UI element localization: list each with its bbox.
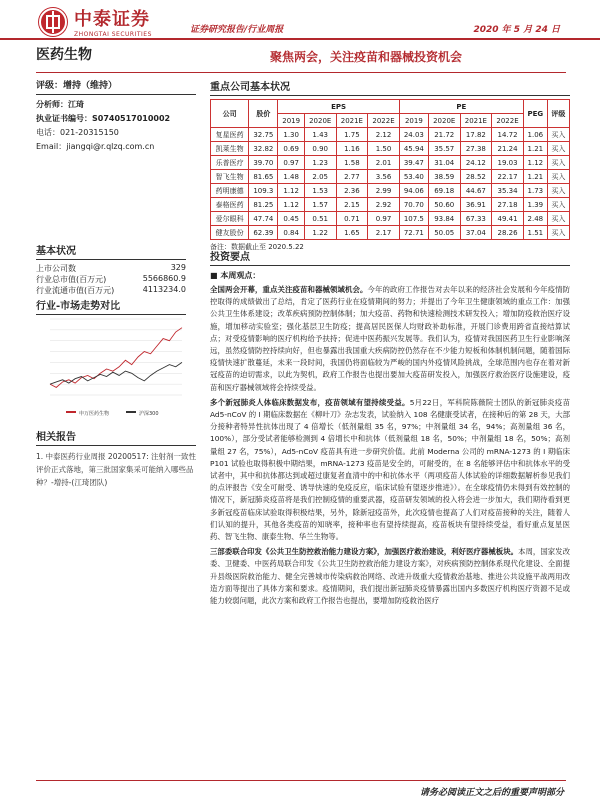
th-year: 2021E bbox=[460, 114, 492, 128]
value-cell: 37.04 bbox=[460, 226, 492, 240]
value-cell: 0.71 bbox=[336, 212, 368, 226]
value-cell: 2.92 bbox=[368, 198, 400, 212]
sidebar bbox=[36, 78, 196, 155]
basic-title: 基本状况 bbox=[36, 246, 76, 257]
value-cell: 2.15 bbox=[336, 198, 368, 212]
value-cell: 31.04 bbox=[428, 156, 460, 170]
value-cell: 109.3 bbox=[249, 184, 278, 198]
value-cell: 买入 bbox=[547, 170, 569, 184]
basic-info bbox=[36, 242, 186, 296]
company-cell: 复星医药 bbox=[211, 128, 249, 142]
companies-table bbox=[210, 99, 570, 240]
value-cell: 1.21 bbox=[523, 170, 547, 184]
title-rule bbox=[36, 72, 566, 73]
value-cell: 35.34 bbox=[492, 184, 524, 198]
value-cell: 50.05 bbox=[428, 226, 460, 240]
value-cell: 32.75 bbox=[249, 128, 278, 142]
value-cell: 1.58 bbox=[336, 156, 368, 170]
table-row bbox=[211, 170, 570, 184]
table-row bbox=[211, 198, 570, 212]
value-cell: 1.73 bbox=[523, 184, 547, 198]
related-reports bbox=[36, 428, 196, 489]
value-cell: 32.82 bbox=[249, 142, 278, 156]
value-cell: 0.97 bbox=[278, 156, 305, 170]
analyst: 分析师：江琦 bbox=[36, 100, 84, 109]
value-cell: 28.52 bbox=[460, 170, 492, 184]
industry-name: 医药生物 bbox=[36, 47, 92, 63]
company-cell: 药明康德 bbox=[211, 184, 249, 198]
value-cell: 72.71 bbox=[399, 226, 428, 240]
value-cell: 0.51 bbox=[304, 212, 336, 226]
value-cell: 1.75 bbox=[336, 128, 368, 142]
trend-title: 行业-市场走势对比 bbox=[36, 301, 121, 312]
value-cell: 买入 bbox=[547, 128, 569, 142]
trend-chart bbox=[36, 315, 186, 425]
investment-section bbox=[210, 248, 570, 607]
value-cell: 买入 bbox=[547, 226, 569, 240]
section-title: 投资要点 bbox=[210, 252, 250, 263]
table-row bbox=[211, 142, 570, 156]
value-cell: 1.50 bbox=[368, 142, 400, 156]
value-cell: 买入 bbox=[547, 212, 569, 226]
basic-row: 行业总市值(百万元) 5566860.9 bbox=[36, 274, 186, 284]
view-label: ■ 本周观点： bbox=[210, 271, 261, 280]
value-cell: 1.12 bbox=[523, 156, 547, 170]
th-year: 2019 bbox=[399, 114, 428, 128]
value-cell: 62.39 bbox=[249, 226, 278, 240]
value-cell: 1.43 bbox=[304, 128, 336, 142]
value-cell: 0.84 bbox=[278, 226, 305, 240]
paragraph-3: 三部委联合印发《公共卫生防控救治能力建设方案》，加强医疗救治建设，利好医疗器械板块。本周，国家发改委、卫健委、中医药局联合印发《公共卫生防控救治能力建设方案》，对疾病预防控制体系现代化建设、全面提升县级医院救治能力、健全完善城市传染病救治网络、改进升级重大疫情救治基地、推进公共设施平战两用改造方面等提出了具体方案和要求。疫情期间，我们提出新冠肺炎疫情暴露出国内多数医疗机构医疗资源不足或能力较弱问题，此次方案和政府工作报告也提出，要增加防疫救治医疗 bbox=[210, 547, 570, 606]
value-cell: 0.97 bbox=[368, 212, 400, 226]
value-cell: 28.26 bbox=[492, 226, 524, 240]
value-cell: 2.99 bbox=[368, 184, 400, 198]
value-cell: 19.03 bbox=[492, 156, 524, 170]
cert-number: 执业证书编号：S0740517010002 bbox=[36, 114, 171, 123]
company-cell: 泰格医药 bbox=[211, 198, 249, 212]
basic-row: 行业流通市值(百万元) 4113234.0 bbox=[36, 285, 186, 295]
company-cell: 乐普医疗 bbox=[211, 156, 249, 170]
value-cell: 81.25 bbox=[249, 198, 278, 212]
company-cell: 智飞生物 bbox=[211, 170, 249, 184]
legend-b: 沪深300 bbox=[139, 411, 159, 417]
value-cell: 2.05 bbox=[304, 170, 336, 184]
value-cell: 2.36 bbox=[336, 184, 368, 198]
value-cell: 44.67 bbox=[460, 184, 492, 198]
value-cell: 69.18 bbox=[428, 184, 460, 198]
th-peg: PEG bbox=[523, 100, 547, 128]
value-cell: 45.94 bbox=[399, 142, 428, 156]
value-cell: 24.12 bbox=[460, 156, 492, 170]
related-title: 相关报告 bbox=[36, 432, 76, 443]
th-year: 2019 bbox=[278, 114, 305, 128]
company-cell: 爱尔眼科 bbox=[211, 212, 249, 226]
report-category: 证券研究报告/行业周报 bbox=[190, 25, 284, 35]
value-cell: 1.12 bbox=[278, 184, 305, 198]
table-title: 重点公司基本状况 bbox=[210, 82, 290, 93]
page-title: 聚焦两会，关注疫苗和器械投资机会 bbox=[270, 50, 463, 64]
paragraph-2: 多个新冠肺炎人体临床数据发布，疫苗领域有望持续受益。5月22日，军科院陈薇院士团队的新冠肺炎疫苗 Ad5-nCoV 的 I 期临床数据在《柳叶刀》杂志发表，试验纳入 108 名健康受试者，在接种后的第 28 天，大部分接种者特异性抗体出现了 4 倍增长（低剂量组 35 名，97%；中剂量组 34 名，94%；高剂量组 36 名，100%），部分受试者能够检测到 4 倍增长中和抗体（低剂量组 18 名，50%；中剂量组 18 名，50%；高剂量组 27 名，75%），Ad5-nCoV 疫苗具有进一步研究价值。此前 Moderna 公司的 mRNA-1273 的 I 期临床 P101 试验也取得积极中期结果，mRNA-1273 疫苗是安全的，可耐受的，在 8 名能够评估中和抗体水平的受试者中，其中和抗体都达到或超过康复者血清中的中和抗体水平（两项疫苗人体试验的详细数据解析参见我们的点评报告《安全可耐受、诱导快速的免疫反应，临床试验有望逐步推进》）。在全球疫情仍未得到有效控制的情况下，新冠肺炎疫苗将是我们控制疫情的重要武器，疫苗研发领域的投入将会进一步加大，我们期待看到更多新冠疫苗临床试验取得积极结果，另外，除新冠疫苗外，此次疫情也提高了人们对疫苗接种的关注，随着人们认知的提升，其他各类疫苗的知晓率，接种率也有望持续提高，疫苗板块有望持续受益，看好重点复星医药、智飞生物、康泰生物、华兰生物等。 bbox=[210, 397, 570, 542]
value-cell: 47.74 bbox=[249, 212, 278, 226]
value-cell: 38.59 bbox=[428, 170, 460, 184]
table-row bbox=[211, 128, 570, 142]
table-row bbox=[211, 212, 570, 226]
value-cell: 0.45 bbox=[278, 212, 305, 226]
value-cell: 24.03 bbox=[399, 128, 428, 142]
value-cell: 27.38 bbox=[460, 142, 492, 156]
value-cell: 1.30 bbox=[278, 128, 305, 142]
value-cell: 53.40 bbox=[399, 170, 428, 184]
value-cell: 21.24 bbox=[492, 142, 524, 156]
value-cell: 93.84 bbox=[428, 212, 460, 226]
logo-icon bbox=[38, 7, 68, 37]
logo-subtext: ZHONGTAI SECURITIES bbox=[74, 31, 152, 38]
value-cell: 81.65 bbox=[249, 170, 278, 184]
related-item[interactable]: 1. 中泰医药行业周报 20200517: 注射剂一致性评价正式落地，第三批国家集采可能纳入哪些品种？-增持-(江琦团队) bbox=[36, 452, 197, 487]
phone: 电话：021-20315150 bbox=[36, 128, 119, 137]
th-price: 股价 bbox=[249, 100, 278, 128]
value-cell: 1.23 bbox=[304, 156, 336, 170]
value-cell: 39.70 bbox=[249, 156, 278, 170]
value-cell: 39.47 bbox=[399, 156, 428, 170]
th-year: 2020E bbox=[428, 114, 460, 128]
value-cell: 1.22 bbox=[304, 226, 336, 240]
table-row bbox=[211, 156, 570, 170]
value-cell: 3.56 bbox=[368, 170, 400, 184]
logo-text: 中泰证券 bbox=[74, 9, 150, 30]
value-cell: 买入 bbox=[547, 156, 569, 170]
table-note: 备注：数据截止至 2020.5.22 bbox=[210, 243, 304, 251]
value-cell: 1.53 bbox=[304, 184, 336, 198]
th-year: 2022E bbox=[492, 114, 524, 128]
value-cell: 107.5 bbox=[399, 212, 428, 226]
th-company: 公司 bbox=[211, 100, 249, 128]
company-cell: 健友股份 bbox=[211, 226, 249, 240]
th-year: 2021E bbox=[336, 114, 368, 128]
trend-section bbox=[36, 297, 186, 315]
value-cell: 1.57 bbox=[304, 198, 336, 212]
value-cell: 1.51 bbox=[523, 226, 547, 240]
paragraph-1: 全国两会开幕，重点关注疫苗和器械领域机会。今年的政府工作报告对去年以来的经济社会发展和今年疫情防控取得的成绩做出了总结，肯定了医药行业在疫情期间的努力；并提出了今年卫生健康领域的重点工作：加强公共卫生体系建设；改革疾病预防控制体制；加大疫苗、药物和快速检测技术研发投入；增加防疫救治医疗设施，增加移动实验室；强化基层卫生防疫；提高居民医保人均财政补助标准，开展门诊费用跨省直接结算试点；对受疫情影响的医疗机构给予扶持；促进中医药振兴发展等。我们认为，疫情对我国医药卫生行业影响深远，虽然疫情防控持续向好，但也暴露出我国重大疾病防控仍然存在不少能力短板和体制机制问题，随着国际疫情快速扩散蔓延，未来一段时间，我国仍将面临较为严峻的国内外疫情风险挑战，全球范围内也存在着对新冠疫苗的迫切需求，以此为契机，政府工作报告也提出要加大疫苗研发投入，加强医疗救治医疗设施建设，疫苗和医疗器械领域将会持续受益。 bbox=[210, 285, 570, 392]
value-cell: 买入 bbox=[547, 184, 569, 198]
value-cell: 1.06 bbox=[523, 128, 547, 142]
value-cell: 50.60 bbox=[428, 198, 460, 212]
value-cell: 94.06 bbox=[399, 184, 428, 198]
value-cell: 2.01 bbox=[368, 156, 400, 170]
value-cell: 2.17 bbox=[368, 226, 400, 240]
value-cell: 21.72 bbox=[428, 128, 460, 142]
value-cell: 67.33 bbox=[460, 212, 492, 226]
value-cell: 14.72 bbox=[492, 128, 524, 142]
value-cell: 1.65 bbox=[336, 226, 368, 240]
email[interactable]: Email：jiangqi@r.qlzq.com.cn bbox=[36, 142, 155, 151]
footer-rule bbox=[36, 780, 566, 781]
value-cell: 1.21 bbox=[523, 142, 547, 156]
value-cell: 1.16 bbox=[336, 142, 368, 156]
companies-section bbox=[210, 78, 570, 252]
value-cell: 70.70 bbox=[399, 198, 428, 212]
value-cell: 1.12 bbox=[278, 198, 305, 212]
value-cell: 2.77 bbox=[336, 170, 368, 184]
th-pe: PE bbox=[399, 100, 523, 114]
value-cell: 35.57 bbox=[428, 142, 460, 156]
value-cell: 49.41 bbox=[492, 212, 524, 226]
basic-row: 上市公司数 329 bbox=[36, 263, 186, 273]
legend-a: 申万医药生物 bbox=[79, 411, 110, 417]
value-cell: 17.82 bbox=[460, 128, 492, 142]
value-cell: 0.90 bbox=[304, 142, 336, 156]
table-row bbox=[211, 226, 570, 240]
th-year: 2020E bbox=[304, 114, 336, 128]
value-cell: 2.48 bbox=[523, 212, 547, 226]
company-cell: 凯莱生物 bbox=[211, 142, 249, 156]
footer-disclaimer: 请务必阅读正文之后的重要声明部分 bbox=[419, 788, 564, 798]
value-cell: 1.48 bbox=[278, 170, 305, 184]
rating: 评级：增持（维持） bbox=[36, 81, 118, 91]
th-year: 2022E bbox=[368, 114, 400, 128]
value-cell: 买入 bbox=[547, 198, 569, 212]
value-cell: 27.18 bbox=[492, 198, 524, 212]
value-cell: 2.12 bbox=[368, 128, 400, 142]
report-date: 2020 年 5 月 24 日 bbox=[473, 25, 560, 35]
value-cell: 22.17 bbox=[492, 170, 524, 184]
logo bbox=[38, 5, 152, 38]
header-rule bbox=[0, 38, 600, 40]
value-cell: 36.91 bbox=[460, 198, 492, 212]
table-row bbox=[211, 184, 570, 198]
th-rating: 评级 bbox=[547, 100, 569, 128]
value-cell: 1.39 bbox=[523, 198, 547, 212]
value-cell: 买入 bbox=[547, 142, 569, 156]
th-eps: EPS bbox=[278, 100, 399, 114]
value-cell: 0.69 bbox=[278, 142, 305, 156]
series-line-0 bbox=[50, 328, 182, 388]
